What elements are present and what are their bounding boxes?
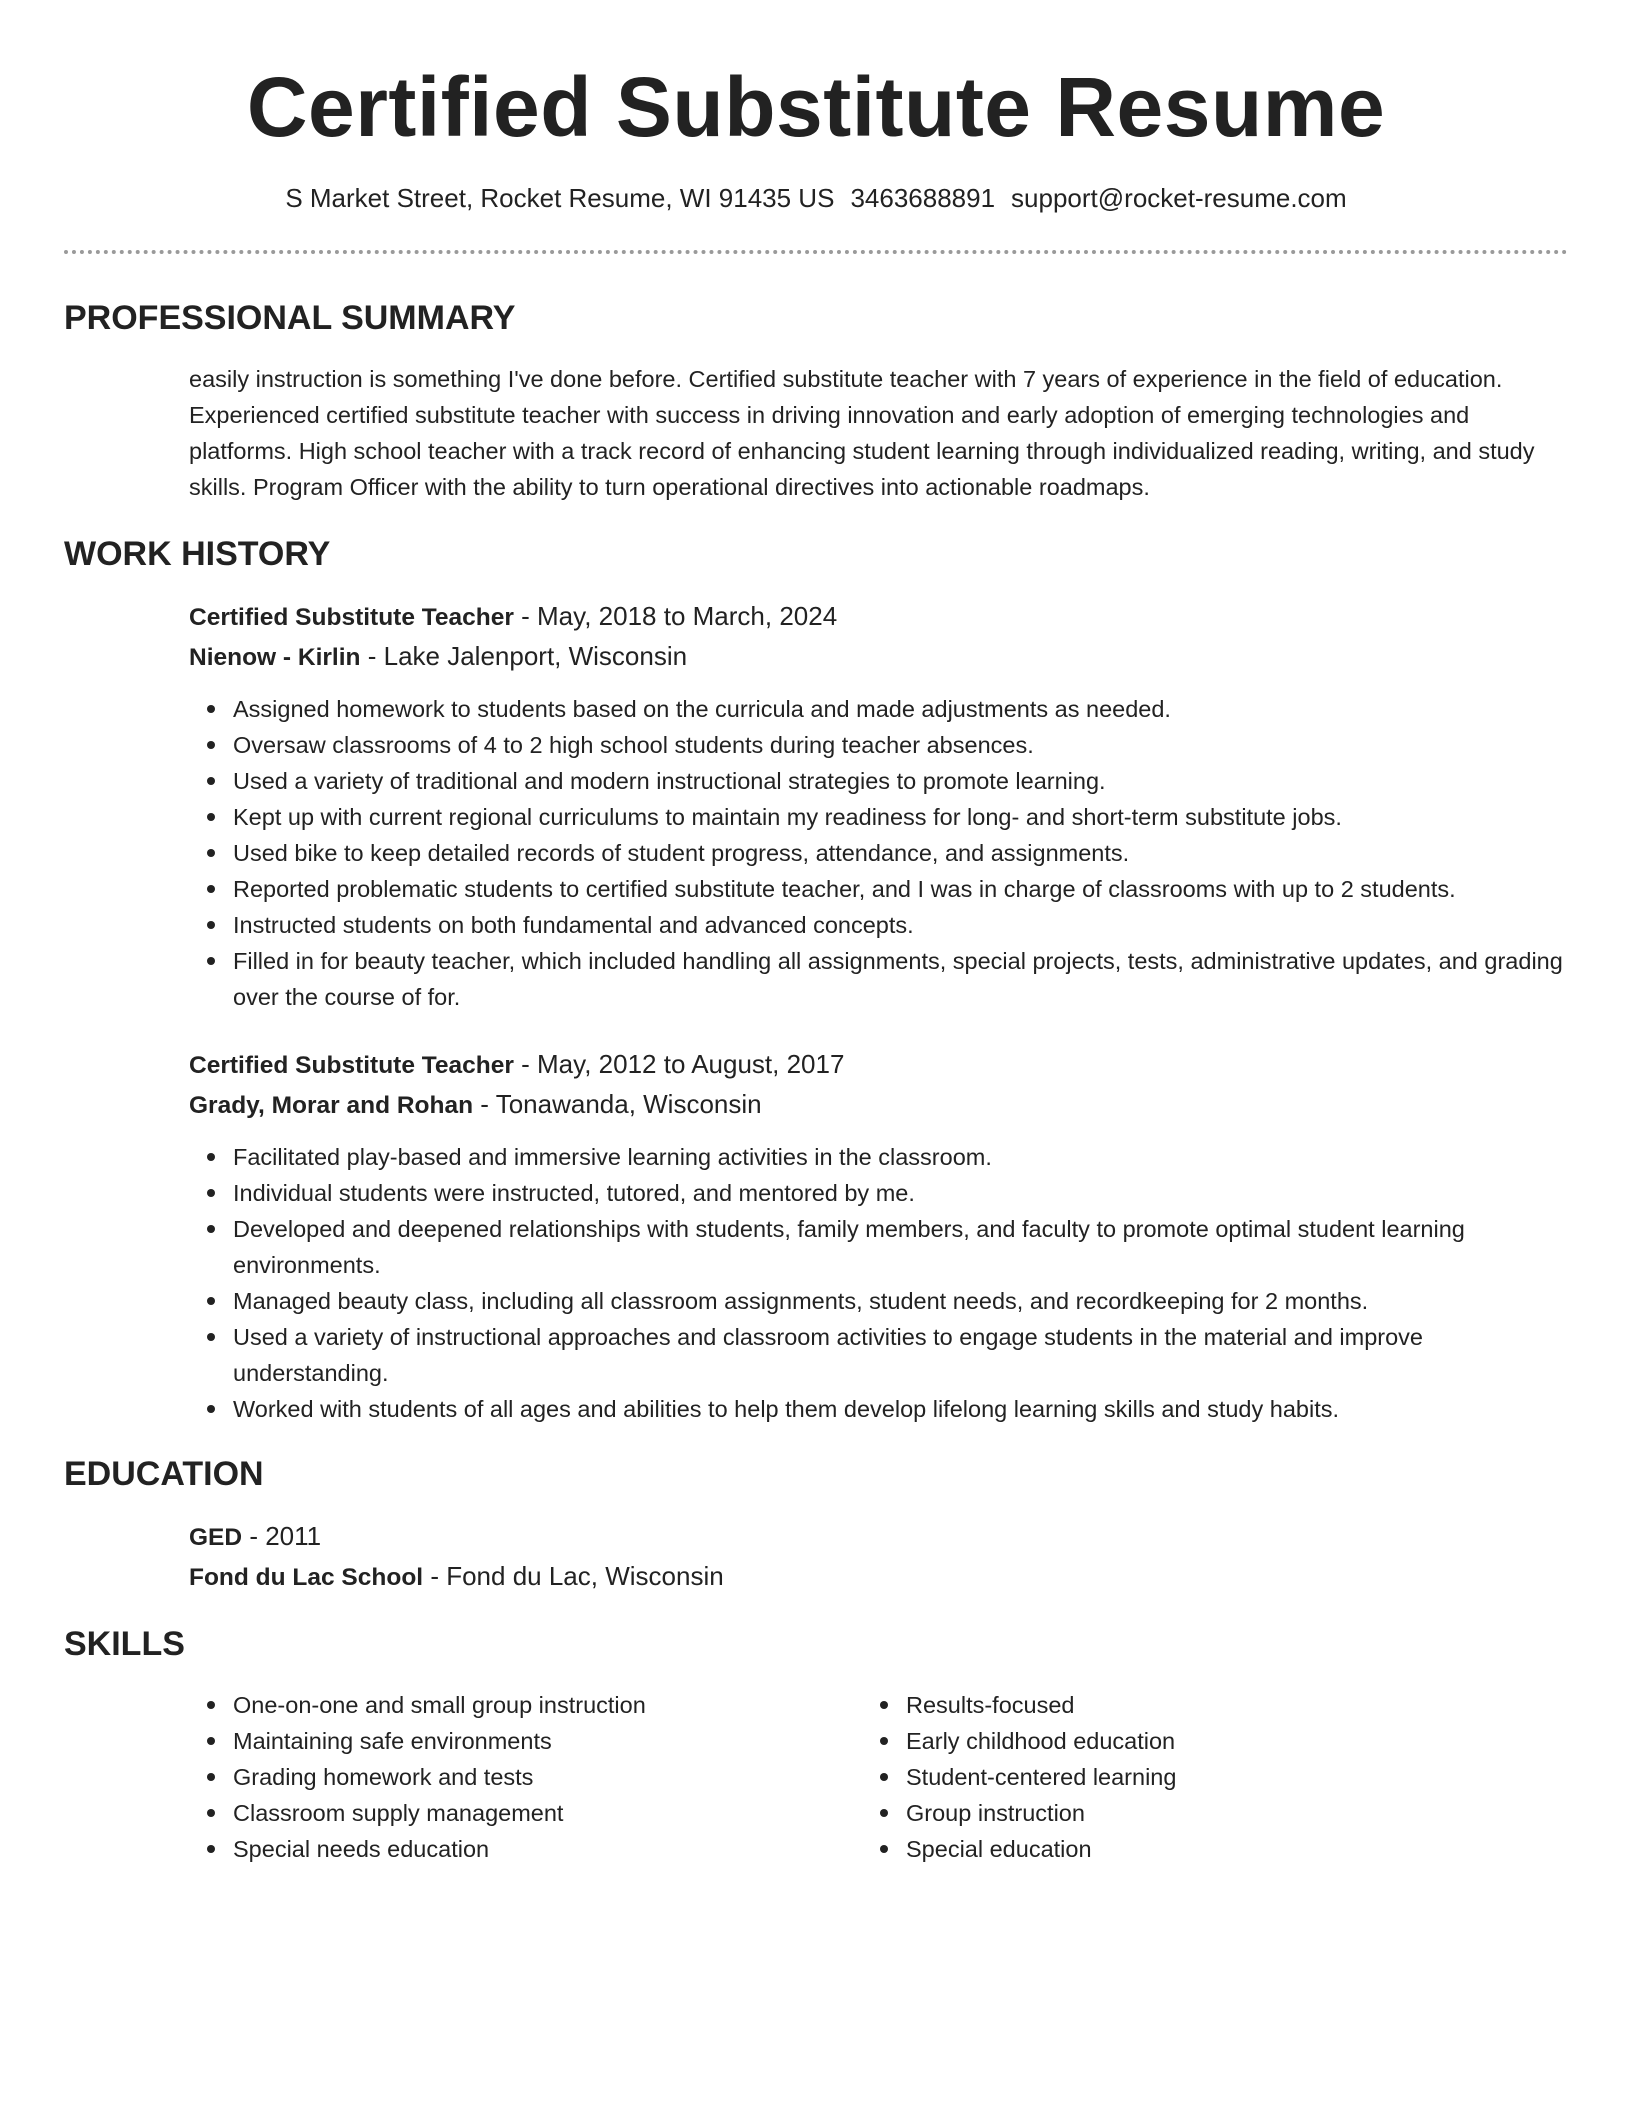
- education-school-line: [189, 1557, 1564, 1597]
- summary-block: [189, 361, 1564, 505]
- education-location: - Fond du Lac, Wisconsin: [423, 1561, 724, 1591]
- job-company-line: [189, 637, 1564, 677]
- job-bullet: Instructed students on both fundamental and advanced concepts.: [233, 907, 1564, 943]
- job-bullet: Used a variety of instructional approaches and classroom activities to engage students in the material and improve understanding.: [233, 1319, 1564, 1391]
- skill-item: Group instruction: [906, 1795, 1502, 1831]
- summary-text: easily instruction is something I've done before. Certified substitute teacher with 7 years of experience in the field of education. Experienced certified substitute teacher with success in driving innovation and early adoption of emerging technologies and platforms. High school teacher with a track record of enhancing student learning through individualized reading, writing, and study skills. Program Officer with the ability to turn operational directives into actionable roadmaps.: [189, 366, 1535, 500]
- education-degree-line: [189, 1517, 1564, 1557]
- contact-phone: 3463688891: [850, 183, 996, 213]
- skill-item: Student-centered learning: [906, 1759, 1502, 1795]
- job-bullet: Oversaw classrooms of 4 to 2 high school students during teacher absences.: [233, 727, 1564, 763]
- education-heading: EDUCATION: [64, 1455, 264, 1493]
- skills-heading: SKILLS: [64, 1625, 185, 1663]
- education-degree: GED: [189, 1524, 243, 1551]
- skill-item: Special education: [906, 1831, 1502, 1867]
- job-bullets: [189, 1139, 1564, 1427]
- job-role: Certified Substitute Teacher: [189, 604, 514, 631]
- job-title-line: [189, 597, 1564, 637]
- work-history-heading: WORK HISTORY: [64, 535, 331, 573]
- job-bullet: Managed beauty class, including all classroom assignments, student needs, and recordkeeping for 2 months.: [233, 1283, 1564, 1319]
- job-location: - Tonawanda, Wisconsin: [473, 1089, 762, 1119]
- job-bullet: Developed and deepened relationships with students, family members, and faculty to promote optimal student learning environments.: [233, 1211, 1564, 1283]
- job-bullet: Filled in for beauty teacher, which included handling all assignments, special projects, tests, administrative updates, and grading over the course of for.: [233, 943, 1564, 1015]
- contact-address: S Market Street, Rocket Resume, WI 91435 US: [285, 183, 835, 213]
- education-year: - 2011: [242, 1521, 322, 1551]
- skill-item: One-on-one and small group instruction: [233, 1687, 829, 1723]
- job-bullets: [189, 691, 1564, 1015]
- skill-item: Results-focused: [906, 1687, 1502, 1723]
- summary-heading: PROFESSIONAL SUMMARY: [64, 299, 516, 337]
- job-bullet: Individual students were instructed, tutored, and mentored by me.: [233, 1175, 1564, 1211]
- skill-item: Grading homework and tests: [233, 1759, 829, 1795]
- education-school: Fond du Lac School: [189, 1564, 424, 1591]
- job-dates: - May, 2018 to March, 2024: [513, 601, 838, 631]
- job-company: Nienow - Kirlin: [189, 644, 361, 671]
- job-bullet: Kept up with current regional curriculums to maintain my readiness for long- and short-term substitute jobs.: [233, 799, 1564, 835]
- job-title-line: [189, 1045, 1564, 1085]
- job-bullet: Assigned homework to students based on the curricula and made adjustments as needed.: [233, 691, 1564, 727]
- job-location: - Lake Jalenport, Wisconsin: [360, 641, 688, 671]
- education-entry: [189, 1517, 1564, 1597]
- job-role: Certified Substitute Teacher: [189, 1052, 514, 1079]
- job-bullet: Facilitated play-based and immersive learning activities in the classroom.: [233, 1139, 1564, 1175]
- job-entry: [189, 1045, 1564, 1427]
- job-company-line: [189, 1085, 1564, 1125]
- skills-list: [189, 1687, 829, 1867]
- skill-item: Early childhood education: [906, 1723, 1502, 1759]
- skill-item: Special needs education: [233, 1831, 829, 1867]
- header-divider: [64, 250, 1568, 254]
- skills-column-right: [862, 1687, 1502, 1867]
- job-entry: [189, 597, 1564, 1015]
- contact-line: [0, 178, 1632, 218]
- skills-list: [862, 1687, 1502, 1867]
- job-bullet: Used a variety of traditional and modern instructional strategies to promote learning.: [233, 763, 1564, 799]
- job-company: Grady, Morar and Rohan: [189, 1092, 474, 1119]
- resume-title: Certified Substitute Resume: [246, 60, 1386, 154]
- job-bullet: Used bike to keep detailed records of student progress, attendance, and assignments.: [233, 835, 1564, 871]
- contact-email: support@rocket-resume.com: [1011, 183, 1347, 213]
- skill-item: Classroom supply management: [233, 1795, 829, 1831]
- job-bullet: Reported problematic students to certified substitute teacher, and I was in charge of classrooms with up to 2 students.: [233, 871, 1564, 907]
- job-bullet: Worked with students of all ages and abilities to help them develop lifelong learning skills and study habits.: [233, 1391, 1564, 1427]
- job-dates: - May, 2012 to August, 2017: [513, 1049, 845, 1079]
- skill-item: Maintaining safe environments: [233, 1723, 829, 1759]
- skills-column-left: [189, 1687, 829, 1867]
